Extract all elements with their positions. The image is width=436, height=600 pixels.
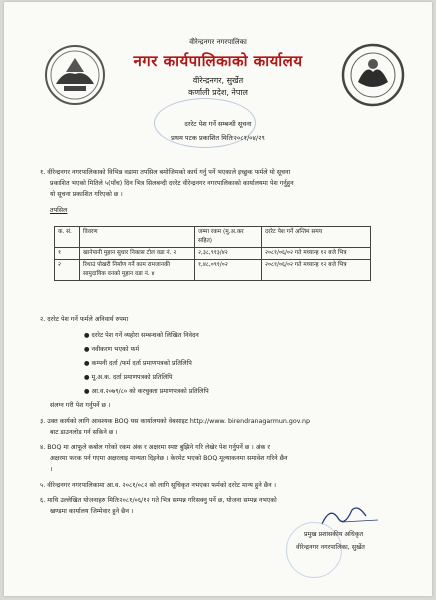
- intro-line-3: यो सूचना प्रकाशित गरिएको छ ।: [50, 191, 123, 198]
- requirement-item: ● नवीकरण भएको फर्म: [84, 346, 140, 353]
- works-table: [54, 226, 371, 281]
- section-2-heading: २. दररेट पेश गर्ने फर्मले अनिवार्य रुपमा: [40, 316, 129, 323]
- table-cell-deadline: २०८१/०६/०२ गते मध्यान्ह १२ बजे भित्र: [262, 248, 371, 260]
- section-3-line-2: बाट डाउनलोड गर्न सकिने छ ।: [50, 429, 118, 436]
- table-row: [55, 260, 371, 281]
- intro-line-1: १. वीरेन्द्रनगर नगरपालिकाको विभिन्न वडामा तपसिल बमोजिमको कार्य गर्नु पर्ने भएकाले इच्छुक फर्मले यो सूचना: [40, 169, 291, 176]
- tapasil-label: तपसिल: [50, 207, 68, 214]
- table-header-cell: विवरण: [80, 227, 195, 248]
- publish-date: प्रथम पटक प्रकाशित मितिः२०८१/०४/२९: [171, 134, 265, 142]
- table-cell-amount: २,३८,९१३/४२: [195, 248, 262, 260]
- requirement-item: ● दररेट पेश गर्ने व्यहोरा सम्बन्धको लिखित निवेदन: [84, 332, 199, 339]
- section-4-line-1: ४. BOQ मा आफूले कबोल गरेको रकम अंक र अक्षरमा स्पष्ट बुझिने गरि लेखेर पेश गर्नुपर्ने छ । अंक र: [40, 444, 270, 451]
- table-row: [55, 248, 371, 260]
- table-header-row: [55, 227, 371, 248]
- requirement-item: ● मू.अ.क. दर्ता प्रमाणपत्रको प्रतिलिपि: [84, 374, 173, 381]
- table-cell-deadline: २०८१/०६/०२ गते मध्यान्ह १२ बजे भित्र: [262, 260, 371, 281]
- section-4-line-2: अक्षरमा फरक पर्न गएमा अक्षरलाइ मान्यता दिइनेछ । केरमेट भएको BOQ मूल्याकनमा समावेश गरिने छैन: [50, 455, 288, 462]
- intro-line-2: प्रकाशित भएको मितिले ५(पाँच) दिन भित्र सिलबन्दी दररेट वीरेन्द्रनगर नगरपालिकाको कार्यालयमा पेश गर्नुहुन: [50, 180, 294, 187]
- signatory-office: वीरेन्द्रनगर नगरपालिका, सुर्खेत: [296, 544, 365, 551]
- document-page: [4, 2, 432, 596]
- signatory-title: प्रमुख प्रशासकीय अधिकृत: [304, 531, 364, 538]
- section-5: ५. वीरेन्द्रनगर नगरपालिकामा आ.व. २०८१/०८२ को लागि सूचिकृत नभएका फर्मको दररेट मान्य हुने छैन ।: [40, 482, 276, 489]
- section-3-line-1: ३. उक्त कार्यको लागि आवश्यक BOQ यस कार्यालयको वेबसाइट http://www. birendranagarmun.gov.np: [40, 418, 310, 425]
- section-2-footer: संलग्न गरी पेश गर्नुपर्ने छ ।: [50, 402, 111, 409]
- table-header-cell: क. सं.: [55, 227, 80, 248]
- requirement-item: ● आ.व.२०७९/८० को करचुक्ता प्रमाणपत्रको प्रतिलिपि: [84, 388, 209, 395]
- province-line: कर्णाली प्रदेश, नेपाल: [188, 88, 248, 97]
- table-cell-amount: १,४८,०९१/०२: [195, 260, 262, 281]
- table-header-cell: जम्मा रकम (मु.अ.कर सहित): [195, 227, 262, 248]
- section-6-line-2: खण्डमा कार्यालय जिम्मेवार हुने छैन ।: [50, 508, 134, 515]
- municipality-logo: [340, 42, 406, 108]
- table-cell-sn: २: [55, 260, 80, 281]
- table-cell-desc: रिथाउं पोखरी निर्माण गर्ने काम रामजानकी सामुदायिक वनको मुहान वडा नं. ४: [80, 260, 195, 281]
- notice-title: दररेट पेश गर्ने सम्बन्धी सूचना: [184, 120, 252, 128]
- municipality-name: वीरेन्द्रनगर नगरपालिका: [189, 38, 247, 46]
- section-6-line-1: ६. माथि उल्लेखित योजनाहरु मितिः२०८१/०६/१२ गते भित्र सम्पन्न गरिसक्नु पर्ने छ, योजना सम्पन्न नभएको: [40, 497, 277, 504]
- table-cell-desc: खानेपानी मुहान सुधार निकास टोल वडा नं. २: [80, 248, 195, 260]
- office-title: नगर कार्यपालिकाको कार्यालय: [133, 52, 303, 70]
- requirement-item: ● कम्पनी दर्ता /फर्म दर्ता प्रमाणपत्रको प्रतिलिपि: [84, 360, 192, 367]
- office-location: वीरेन्द्रनगर, सुर्खेत: [192, 76, 244, 85]
- section-4-line-3: ।: [50, 466, 53, 473]
- table-cell-sn: १: [55, 248, 80, 260]
- table-header-cell: दररेट पेश गर्ने अन्तिम समय: [262, 227, 371, 248]
